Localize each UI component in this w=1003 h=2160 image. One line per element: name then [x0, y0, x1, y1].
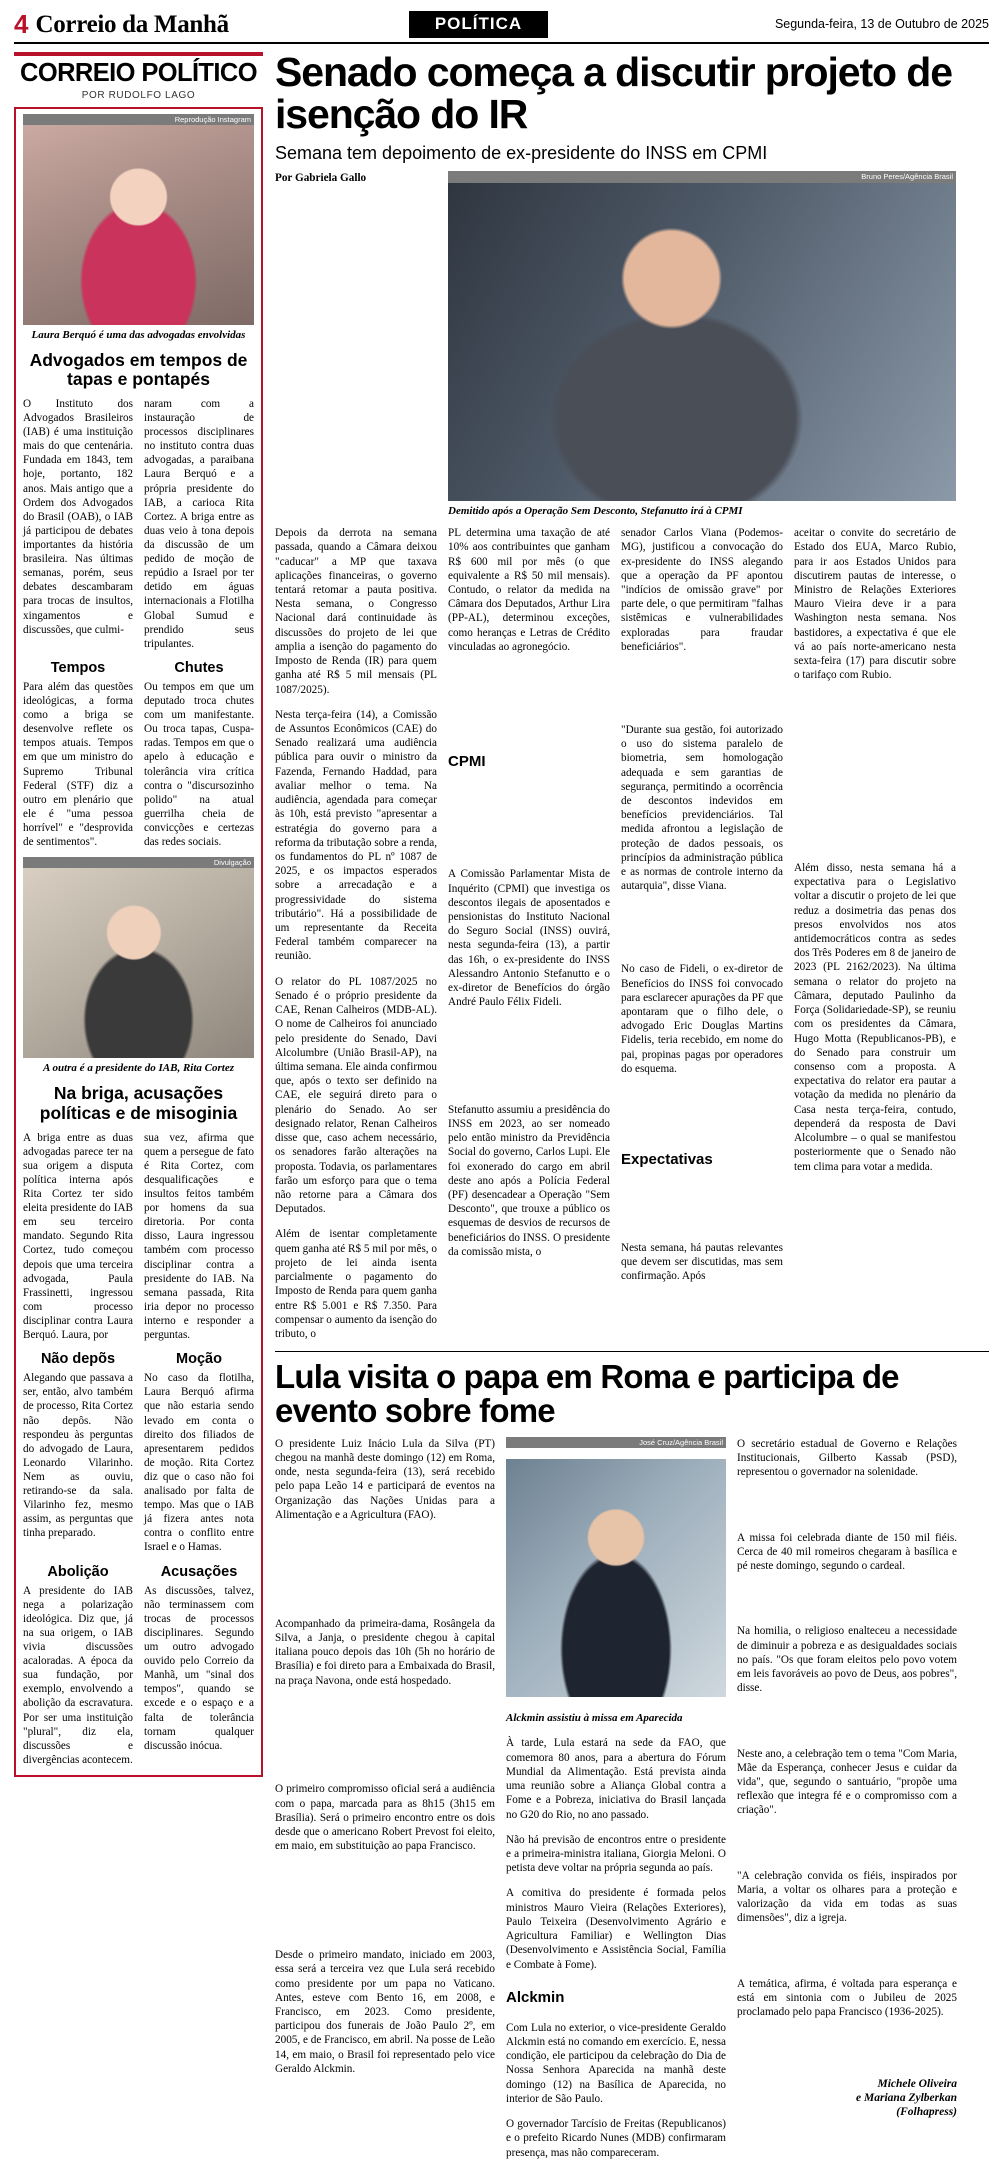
paragraph: O primeiro compromisso oficial será a audiência com o papa, marcada para as 8h15 (3h15 em Brasília). Será o primeiro encontro entre os dois desde que o americano Robert Prevost foi eleito, em maio, em substituição ao papa Francisco.	[275, 1783, 495, 1853]
story-signature	[737, 2077, 957, 2160]
story-column-2	[448, 526, 610, 1341]
paragraph: Depois da derrota na semana passada, quando a Câmara deixou "caducar" a MP que taxava aplicações financeiras, o governo tentará retomar a pauta positiva. Nesta semana, o Congresso Nacional dará continuidade às discussões do projeto de lei que amplia a isenção do pagamento do Imposto de Renda (IR) para quem ganha até R$ 5 mil mensais (PL 1087/2025).	[275, 527, 437, 696]
subsection-body: A presidente do IAB nega a polarização ideológica. Diz que, já na sua origem, o IAB vivia discussões acaloradas. A época da sua fundação, por exemplo, envolvendo a abolição da escravatura. Por ser uma instituição "plural", diz ela, discussões e divergências acontecem.	[23, 1584, 133, 1766]
column-title: CORREIO POLÍTICO	[20, 59, 257, 87]
subsection-title: Chutes	[174, 659, 224, 676]
paragraph: Nesta semana, há pautas relevantes que devem ser discutidas, mas sem confirmação. Após	[621, 1241, 783, 1283]
paragraph: Não há previsão de encontros entre o presidente e a primeira-ministra italiana, Giorgia Meloni. O petista deve voltar na própria segunda ao país.	[506, 1833, 726, 1875]
paragraph: senador Carlos Viana (Podemos-MG), justificou a convocação do ex-presidente do INSS alegando que a operação da PF apontou "indícios de omissão grave" por parte dele, o que permitiram "falhas sistêmicas e vulnerabilidades exploradas para fraudar beneficiários".	[621, 527, 783, 653]
paragraph: aceitar o convite do secretário de Estado dos EUA, Marco Rubio, para ir aos Estados Unidos para discutirem pautas de interesse, o Ministro de Relações Exteriores Mauro Vieira deve ir a para Washington nesta semana. Nos bastidores, a expectativa é que ele vá ao país norte-americano nesta sexta-feira (17) para discutir sobre o tarifaço com Rubio.	[794, 527, 956, 682]
story-column-1	[275, 526, 437, 1341]
paragraph: Com Lula no exterior, o vice-presidente Geraldo Alckmin está no comando em exercício. E, nessa condição, ele participou da celebração do Dia de Nossa Senhora Aparecida na manhã deste domingo (12) na Basílica de Aparecida, no interior de São Paulo.	[506, 2021, 726, 2105]
paragraph: No caso de Fideli, o ex-diretor de Benefícios do INSS foi convocado para esclarecer apurações da PF que apontaram que o filho dele, o advogado Eric Douglas Martins Fidelis, teria recebido, em nome do pai, propinas pagas por operadores do esquema.	[621, 963, 783, 1075]
paragraph: À tarde, Lula estará na sede da FAO, que comemora 80 anos, para a abertura do Fórum Mundial da Alimentação. Está prevista ainda uma reunião sobre a Aliança Global contra a Fome e a Pobreza, iniciativa do Brasil lançada no G20 do Rio, no ano passado.	[506, 1737, 726, 1821]
subsection-row-1	[23, 660, 254, 849]
paragraph: A briga entre as duas advogadas parece ter na sua origem a disputa política interna após Rita Cortez ter sido eleita presidente do IAB em seu terceiro mandato. Segundo Rita Cortez, tudo começou depois que uma terceira advogada, Paula Frassinetti, ingressou com processo disciplinar contra Laura Berquó. Laura, por	[23, 1131, 133, 1342]
dateline: Segunda-feira, 13 de Outubro de 2025	[774, 17, 989, 31]
caption-rita: A outra é a presidente do IAB, Rita Cortez	[43, 1062, 234, 1075]
masthead	[14, 10, 989, 44]
section-heading-cpmi: CPMI	[448, 753, 486, 771]
paragraph: Nesta terça-feira (14), a Comissão de Assuntos Econômicos (CAE) do Senado realizará uma audiência pública para ouvir o ministro da Fazenda, Fernando Haddad, para avaliar melhor o tema. Na audiência, agendada para começar às 10h, está previsto "apresentar a estratégia do governo para a reforma da tributação sobre a renda, os fundamentos do PL nº 1087 de 2025, e os impactos esperados sobre a arrecadação e a progressividade do sistema tributário". Há a possibilidade de um representante da Receita Federal também comparecer na reunião.	[275, 708, 437, 963]
column-header	[14, 52, 263, 101]
subsection-row-3	[23, 1564, 254, 1767]
photo-credit-laura: Reprodução Instagram	[23, 114, 254, 125]
subsection-body: No caso da flotilha, Laura Berquó afirma que não estaria sendo levado em conta o direito dos filiados de apresentarem pedidos de moção. Rita Cortez diz que o caso não foi analisado por falta de tempo. Mas que o IAB já fizera antes nota contra o conflito entre Israel e o Hamas.	[144, 1372, 254, 1554]
subsection-mocao	[144, 1351, 254, 1554]
paragraph: "A celebração convida os fiéis, inspirados por Maria, a voltar os olhares para a proteção e valorização da vida em todas as suas dimensões", diz a igreja.	[737, 1869, 957, 1925]
story-column-3	[621, 526, 783, 1341]
lula-story-grid	[275, 1437, 989, 2160]
main-photo-block	[448, 171, 956, 518]
caption-laura: Laura Berquó é uma das advogadas envolvidas	[31, 328, 246, 341]
column-author: POR RUDOLFO LAGO	[81, 89, 196, 101]
paragraph: O Instituto dos Advogados Brasileiros (IAB) é uma instituição mais do que centenária. Fundada em 1843, tem hoje, portanto, 182 anos. Mais antigo que a Ordem dos Advogados do Brasil (OAB), o IAB já participou de debates importantes da história brasileira. Nas últimas semanas, porém, seus debates descambaram para trocas de insultos, xingamentos e discussões, que culmi-	[23, 397, 133, 636]
subsection-tempos	[23, 660, 133, 849]
story-column-4	[794, 526, 956, 1341]
main-story-columns	[275, 526, 989, 1341]
paragraph: Na homilia, o religioso enalteceu a necessidade de diminuir a pobreza e as desigualdades sociais no país. "Os que foram eleitos pelo povo votem em leis favoráveis ao povo de Deus, aos pobres", disse.	[737, 1625, 957, 1695]
caption-stefanutto: Demitido após a Operação Sem Desconto, Stefanutto irá à CPMI	[448, 504, 743, 517]
subsection-body: As discussões, talvez, não terminassem com trocas de processos disciplinares. Segundo um outro advogado ouvido pelo Correio da Manhã, um "sinal dos tempos", quando se excede e o espaço e a falta de tolerância tornam qualquer discussão inócua.	[144, 1584, 254, 1752]
paragraph: "Durante sua gestão, foi autorizado o uso do sistema paralelo de biometria, sem homologação adequada e sem garantias de segurança, permitindo a ocorrência de descontos indevidos em benefícios previdenciários. Tal medida afrontou a legislação de proteção de dados pessoais, os princípios da administração pública e as normas de controle interno da autarquia", disse Viana.	[621, 723, 783, 893]
photo-credit-lula: José Cruz/Agência Brasil	[506, 1437, 726, 1449]
paragraph: Desde o primeiro mandato, iniciado em 2003, essa será a terceira vez que Lula será recebido como presidente por um papa no Vaticano. Antes, esteve com Bento 16, em 2008, e Francisco, em 2023. Como presidente, participou dos funerais de João Paulo 2º, em 2005, e de Francisco, em abril. Na posse de Leão 14, em maio, o Brasil foi representado pelo vice Geraldo Alckmin.	[275, 1949, 495, 2075]
headline-misoginia: Na briga, acusações políticas e de misoginia	[39, 1083, 238, 1123]
photo-laura-berquo	[23, 125, 254, 325]
caption-alckmin: Alckmin assistiu à missa em Aparecida	[506, 1712, 683, 1725]
paragraph: A temática, afirma, é voltada para esperança e está em sintonia com o Jubileu de 2025 proclamado pelo papa Francisco (1936-2025).	[737, 1977, 957, 2019]
lula-column-1	[275, 1437, 495, 2160]
section-heading-alckmin: Alckmin	[506, 1988, 565, 2006]
section-badge: POLÍTICA	[409, 11, 548, 38]
body-advogados	[23, 397, 254, 651]
subsection-title: Moção	[176, 1351, 222, 1368]
column-redbox	[14, 107, 263, 1778]
paragraph: O governador Tarcísio de Freitas (Republicanos) e o prefeito Ricardo Nunes (MDB) confirmaram presença, mas não compareceram.	[506, 2118, 726, 2159]
lula-headline: Lula visita o papa em Roma e participa de evento sobre fome	[275, 1358, 899, 1430]
photo-rita-cortez	[23, 868, 254, 1058]
page-number: 4	[14, 9, 29, 39]
byline: Por Gabriela Gallo	[275, 172, 367, 185]
page-body	[14, 49, 989, 2160]
paragraph: A Comissão Parlamentar Mista de Inquérito (CPMI) que investiga os descontos ilegais de aposentados e pensionistas do Instituto Nacional do Seguro Social (INSS) ouvirá, nesta segunda-feira (13), a partir das 16h, o ex-presidente do INSS Alessandro Antonio Stefanutto e o ex-diretor de Benefícios do órgão André Paulo Félix Fideli.	[448, 868, 610, 1009]
main-headline: Senado começa a discutir projeto de isenção do IR	[275, 49, 952, 137]
subsection-body: Ou tempos em que um deputado troca chutes com um manifestante. Ou troca tapas, Cuspa-radas. Tempos em que o apelo à educação e tolerância vira crítica contra o "discursozinho polido" na atual guerrilha cheia de convicções e certezas das redes sociais.	[144, 680, 254, 849]
paragraph: Neste ano, a celebração tem o tema "Com Maria, Mãe da Esperança, conhecer Jesus e cuidar da vida", que, segundo o santuário, "propõe uma reflexão que integra fé e o compromisso com a criação".	[737, 1747, 957, 1817]
paragraph: A comitiva do presidente é formada pelos ministros Mauro Vieira (Relações Exteriores), Paulo Teixeira (Desenvolvimento Agrário e Agricultura Familiar) e Wellington Dias (Desenvolvimento e Assistência Social, Família e Combate à Fome).	[506, 1887, 726, 1971]
paragraph: A missa foi celebrada diante de 150 mil fiéis. Cerca de 40 mil romeiros chegaram à basílica e pé neste domingo, segundo o cardeal.	[737, 1531, 957, 1572]
paragraph: O secretário estadual de Governo e Relações Institucionais, Gilberto Kassab (PSD), representou o governador na solenidade.	[737, 1437, 957, 1479]
main-content-column	[275, 49, 989, 2160]
paragraph: Acompanhado da primeira-dama, Rosângela da Silva, a Janja, o presidente chegou à capital italiana pouco depois das 10h (5h no horário de Brasília) e foi direto para a Embaixada do Brasil, na praça Navona, onde está hospedado.	[275, 1617, 495, 1687]
paragraph: Stefanutto assumiu a presidência do INSS em 2023, ao ser nomeado pelo então ministro da Previdência Social do governo, Carlos Lupi. Ele foi exonerado do cargo em abril deste ano após a Polícia Federal (PF) desencadear a Operação "Sem Desconto", que trouxe a público os esquemas de desvios de recursos de beneficiários do INSS. O presidente da comissão mista, o	[448, 1103, 610, 1258]
subsection-body: Alegando que passava a ser, então, alvo também de processo, Rita Cortez não depôs. Não respondeu às perguntas do advogado de Laura, Leonardo Vilarinho. Nem as ouviu, retirando-se da sala. Vilarinho fez, mesmo assim, as perguntas que tinha preparado.	[23, 1372, 133, 1540]
subsection-chutes	[144, 660, 254, 849]
correio-politico-column	[14, 52, 263, 2160]
headline-advogados: Advogados em tempos de tapas e pontapés	[29, 349, 248, 390]
subsection-nao-depos	[23, 1351, 133, 1554]
paper-name: Correio da Manhã	[35, 10, 229, 38]
body-misoginia	[23, 1131, 254, 1343]
subsection-abolicao	[23, 1564, 133, 1767]
paragraph: naram com a instauração de processos disciplinares no instituto contra duas advogadas, a paraibana Laura Berquó e a própria presidente do IAB, a carioca Rita Cortez. A briga entre as duas veio à tona depois da discussão de um pedido de moção de repúdio a Israel por ter detido em águas internacionais a Flotilha Global Sumud e prendido seus tripulantes.	[144, 397, 254, 650]
paragraph: O relator do PL 1087/2025 no Senado é o próprio presidente da CAE, Renan Calheiros (MDB-AL). O nome de Calheiros foi anunciado pelo presidente do Senado, Davi Alcolumbre (União Brasil-AP), na última semana. Ele ainda confirmou que, após o texto ser definido na CAE, ele seguirá direto para o plenário do Senado. Ao ser designado relator, Renan Calheiros disse que, caso achem necessário, os senadores farão alterações na proposta. Todavia, os parlamentares farão um esforço para que o tema não retorne para a Câmara dos Deputados.	[275, 975, 437, 1216]
paragraph: sua vez, afirma que quem a persegue de fato é Rita Cortez, com desqualificações e insultos feitos também por homens da sua diretoria. Por conta disso, Laura ingressou também com processo disciplinar contra a presidente do IAB. Na semana passada, Rita iria depor no processo interno e responder a perguntas.	[144, 1131, 254, 1342]
main-subheadline: Semana tem depoimento de ex-presidente do INSS em CPMI	[275, 142, 768, 163]
subsection-title: Acusações	[160, 1563, 238, 1580]
subsection-title: Não depõs	[40, 1351, 116, 1368]
signature-line: e Mariana Zylberkan	[856, 2091, 957, 2104]
paragraph: Além de isentar completamente quem ganha até R$ 5 mil por mês, o projeto de lei ainda isenta parcialmente o pagamento do Imposto de Renda para quem ganha entre R$ 5.001 e R$ 7.350. Para compensar o aumento da isenção do tributo, o	[275, 1228, 437, 1340]
photo-alckmin	[506, 1459, 726, 1697]
photo-credit-rita: Divulgação	[23, 857, 254, 868]
photo-credit-main: Bruno Peres/Agência Brasil	[448, 171, 956, 183]
signature-line: (Folhapress)	[896, 2106, 957, 2119]
subsection-acusacoes	[144, 1564, 254, 1767]
main-story-grid	[275, 171, 989, 518]
story-divider	[275, 1351, 989, 1352]
subsection-body: Para além das questões ideológicas, a forma como a briga se desenvolve reflete os tempos atuais. Tempos em que um ministro do Supremo Tribunal Federal (STF) diz a outro em plenário que ele é "uma pessoa horrível" e "desprovida de sentimentos".	[23, 680, 133, 849]
section-heading-expectativas: Expectativas	[621, 1150, 713, 1168]
paragraph: PL determina uma taxação de até 10% aos contribuintes que ganham R$ 600 mil por mês (o que equivalente a R$ 50 mil mensais). Contudo, o relator da medida na Câmara dos Deputados, Arthur Lira (PP-AL), determinou exceções, como heranças e Letras de Crédito vinculadas ao agronegócio.	[448, 527, 610, 653]
subsection-row-2	[23, 1351, 254, 1554]
lula-column-3	[737, 1437, 957, 2160]
lula-column-2	[506, 1437, 726, 2160]
signature-line: Michele Oliveira	[877, 2077, 957, 2090]
paragraph: Além disso, nesta semana há a expectativa para o Legislativo voltar a discutir o projeto de lei que reduz a dosimetria das penas dos presos envolvidos nos atos antidemocráticos contra as sedes dos Três Poderes em 8 de janeiro de 2023 (PL 2162/2023). Na última semana o relator do projeto na Câmara, deputado Paulinho da Força (Solidariedade-SP), se reuniu com os presidentes da Câmara, Hugo Motta (Republicanos-PB), e do Senado para construir um consenso com a proposta. A expectativa do relator era pautar a votação da medida no plenário da Casa nesta terça-feira, contudo, dependerá da resposta de Davi Alcolumbre – o qual se manifestou posteriormente que o Senado não tem clima para votar a medida.	[794, 861, 956, 1173]
photo-stefanutto	[448, 183, 956, 501]
subsection-title: Abolição	[47, 1563, 109, 1580]
paragraph: O presidente Luiz Inácio Lula da Silva (PT) chegou na manhã deste domingo (12) em Roma, onde, nesta segunda-feira (13), será recebido pelo papa Leão 14 e participará de eventos na Organização das Nações Unidas para a Alimentação e a Agricultura (FAO).	[275, 1437, 495, 1521]
subsection-title: Tempos	[50, 659, 106, 676]
